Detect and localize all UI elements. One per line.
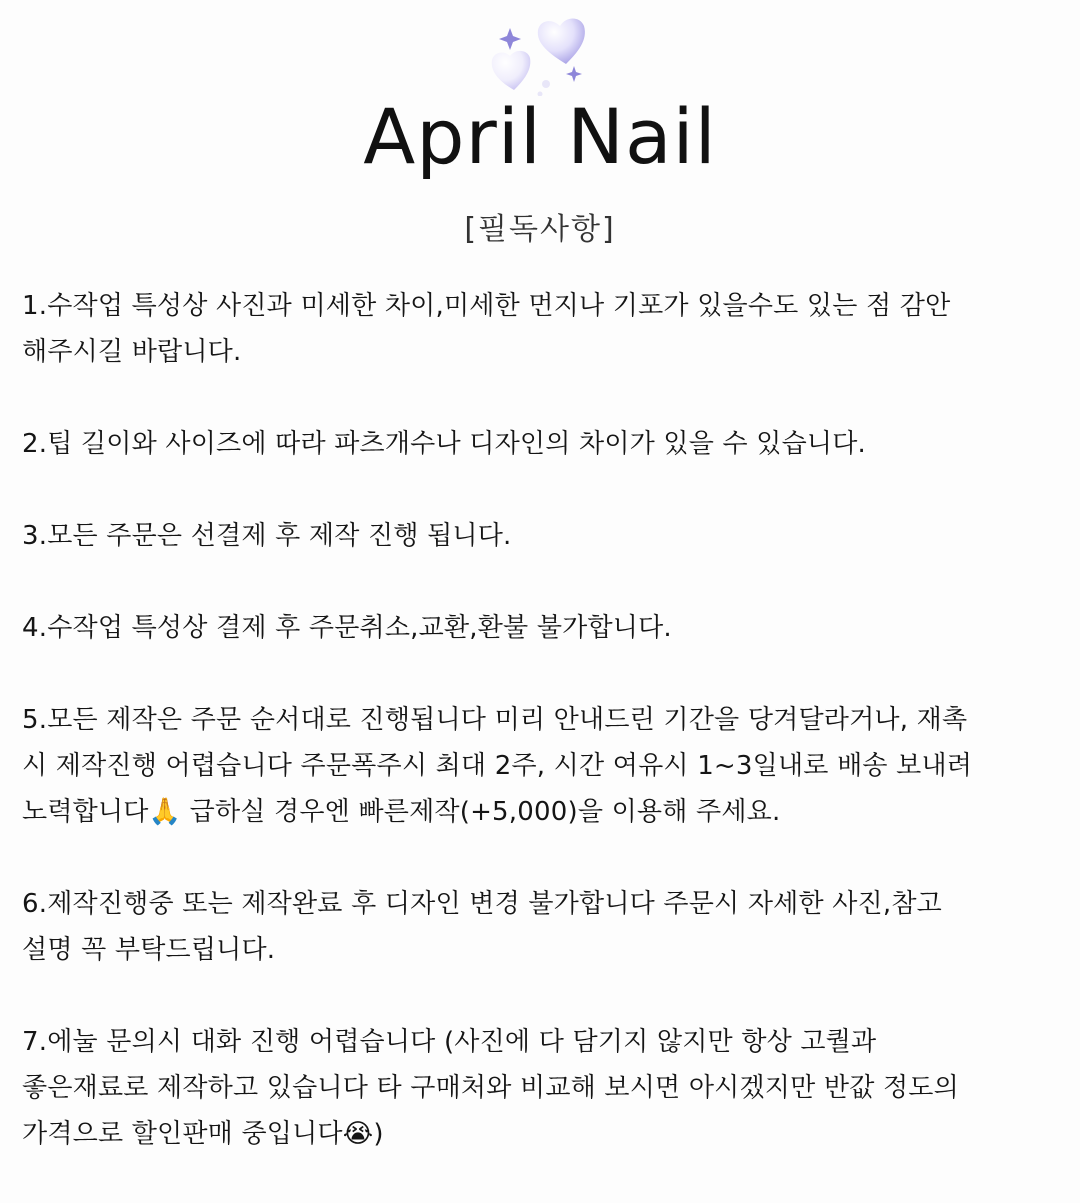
rule-item-4 — [22, 605, 1067, 651]
rule-item-3 — [22, 513, 1067, 559]
rule-text-line: 6.제작진행중 또는 제작완료 후 디자인 변경 불가합니다 주문시 자세한 사진,참고 — [22, 889, 942, 919]
rule-text-line: 3.모든 주문은 선결제 후 제작 진행 됩니다. — [22, 521, 512, 551]
rule-text-line: 4.수작업 특성상 결제 후 주문취소,교환,환불 불가합니다. — [22, 613, 672, 643]
rules-list — [22, 283, 1067, 1203]
page-subtitle: [필독사항] — [464, 212, 616, 247]
rule-text-line: 2.팁 길이와 사이즈에 따라 파츠개수나 디자인의 차이가 있을 수 있습니다. — [22, 429, 867, 459]
rule-item-2 — [22, 421, 1067, 467]
rule-text-line — [22, 1111, 1067, 1157]
rule-text-line: 좋은재료로 제작하고 있습니다 타 구매처와 비교해 보시면 아시겠지만 반값 정도의 — [22, 1073, 959, 1103]
rule-text-line — [22, 789, 1067, 835]
rule-text-line: 시 제작진행 어렵습니다 주문폭주시 최대 2주, 시간 여유시 1~3일내로 배송 보내려 — [22, 751, 973, 781]
rule-item-6 — [22, 881, 1067, 973]
rule-text-line: 해주시길 바랍니다. — [22, 337, 242, 367]
hearts-sparkles-icon — [484, 10, 596, 96]
rule-text-segment: ) — [373, 1119, 384, 1149]
rule-item-1 — [22, 283, 1067, 375]
rule-text-line: 설명 꼭 부탁드립니다. — [22, 935, 276, 965]
rule-item-5 — [22, 697, 1067, 835]
rule-text-line: 7.에눌 문의시 대화 진행 어렵습니다 (사진에 다 담기지 않지만 항상 고퀄과 — [22, 1027, 877, 1057]
crying-face-icon: 😭 — [342, 1119, 374, 1149]
page-title: April Nail — [363, 92, 717, 181]
rule-item-7 — [22, 1019, 1067, 1157]
rule-text-segment: 노력합니다 — [22, 797, 149, 827]
rule-text-segment: 급하실 경우엔 빠른제작(+5,000)을 이용해 주세요. — [189, 797, 781, 827]
rule-text-segment: 가격으로 할인판매 중입니다 — [22, 1119, 343, 1149]
rule-text-line: 1.수작업 특성상 사진과 미세한 차이,미세한 먼지나 기포가 있을수도 있는 점 감안 — [22, 291, 951, 321]
rule-text-line: 5.모든 제작은 주문 순서대로 진행됩니다 미리 안내드린 기간을 당겨달라거나, 재촉 — [22, 705, 968, 735]
praying-hands-icon: 🙏 — [148, 797, 182, 827]
